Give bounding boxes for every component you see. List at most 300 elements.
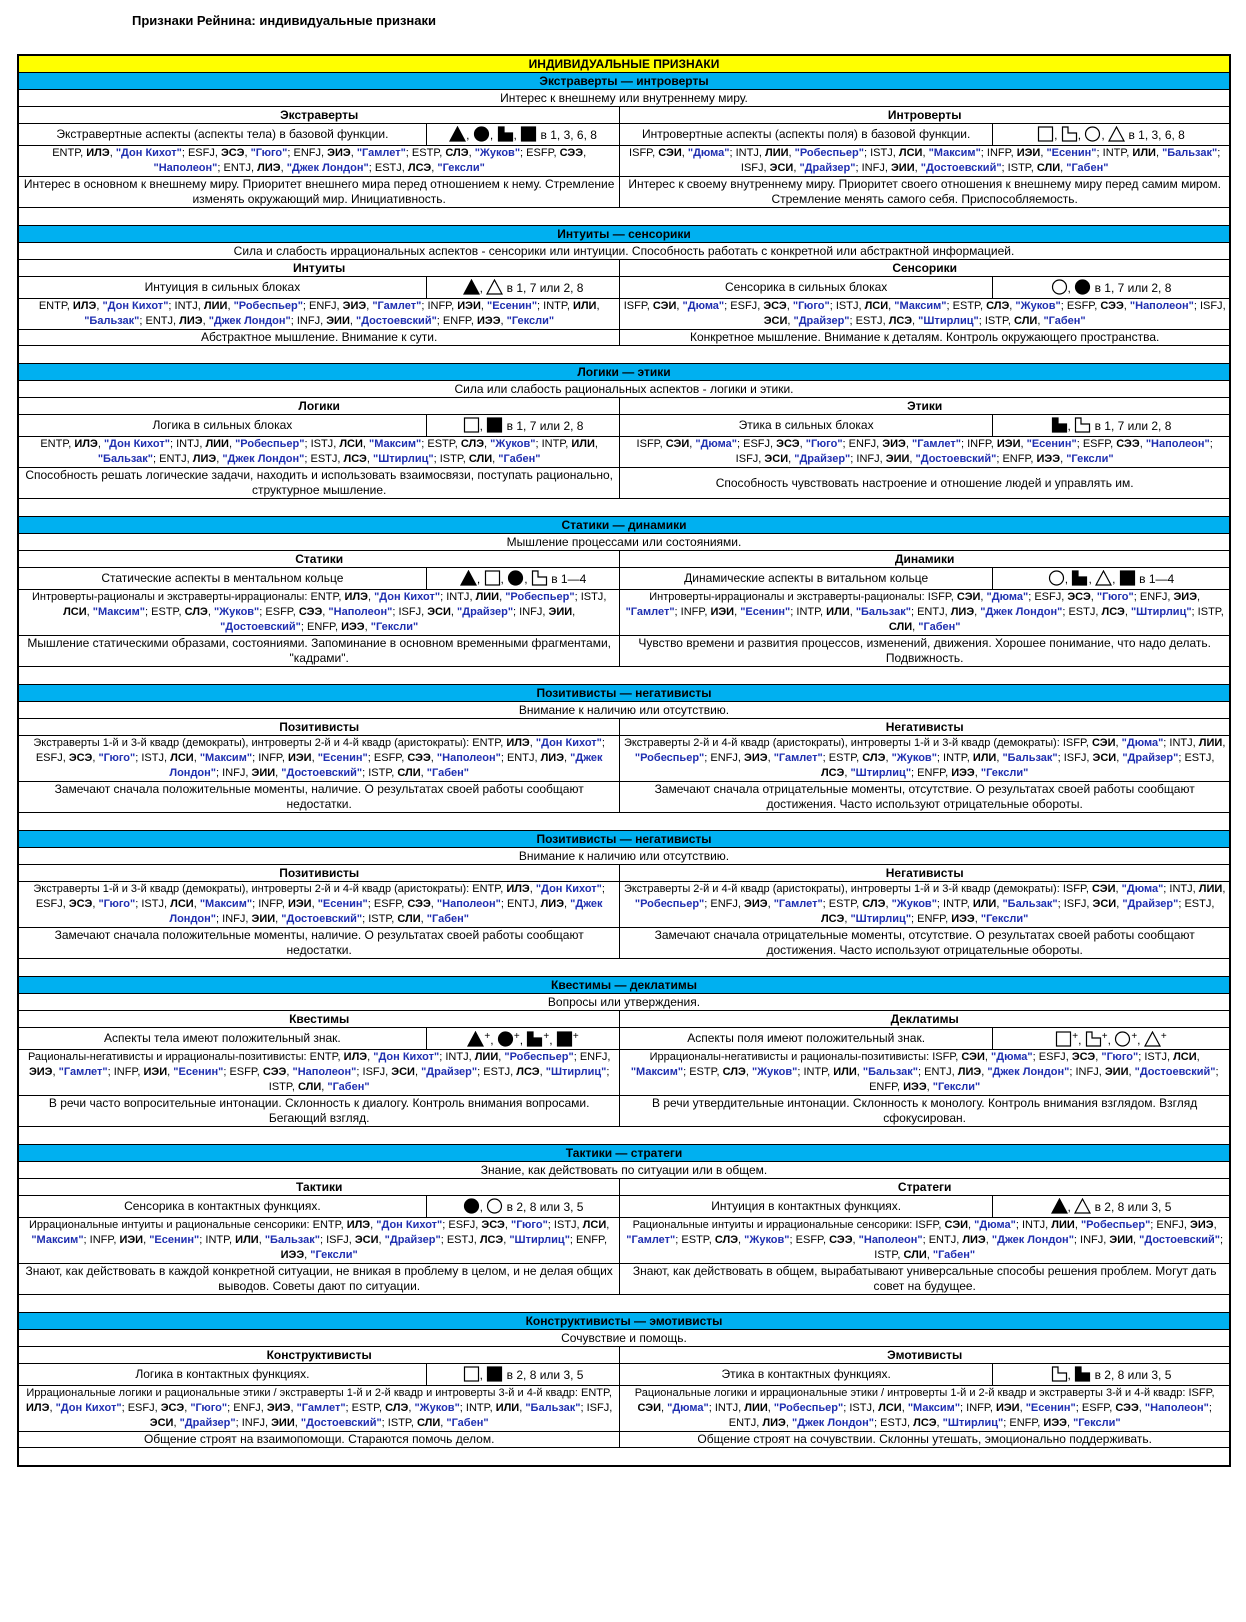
type-nickname: "Наполеон": [1145, 438, 1210, 450]
right-description: Конкретное мышление. Внимание к деталям. Контроль окружающего пространства.: [620, 330, 1230, 346]
type-code: ISFP: [927, 591, 951, 603]
type-nickname: "Джек Лондон": [991, 1234, 1074, 1246]
type-code: ESTP: [681, 1234, 709, 1246]
type-nickname: "Драйзер": [794, 453, 851, 465]
section-title: Позитивисты — негативисты: [19, 685, 1230, 702]
type-code: ESTP: [952, 300, 980, 312]
type-abbr: ЭИИ: [1109, 1234, 1134, 1246]
type-abbr: ЛИИ: [205, 438, 229, 450]
type-abbr: ЭИЭ: [1190, 1219, 1214, 1231]
type-abbr: ЭИЭ: [1173, 591, 1198, 603]
type-nickname: "Гюго": [510, 1219, 548, 1231]
type-nickname: "Гюго": [190, 1402, 228, 1414]
type-abbr: СЭЭ: [298, 606, 323, 618]
type-abbr: СЭИ: [1092, 883, 1116, 895]
left-aspect-symbols: , в 2, 8 или 3, 5: [426, 1196, 620, 1218]
type-abbr: СЭИ: [652, 300, 677, 312]
type-code: INTJ: [446, 591, 470, 603]
type-abbr: ЭСИ: [1092, 898, 1117, 910]
right-description: Знают, как действовать в общем, вырабатывают универсальные способы решения проблем. Могут дать совет на будущее.: [620, 1264, 1230, 1295]
type-nickname: "Наполеон": [858, 1234, 923, 1246]
type-nickname: "Достоевский": [355, 315, 437, 327]
type-code: ISFJ: [362, 1066, 386, 1078]
type-code: INFJ: [1075, 1066, 1099, 1078]
type-code: INTP: [541, 438, 566, 450]
section-title: Интуиты — сенсорики: [19, 226, 1230, 243]
type-code: INFJ: [1080, 1234, 1104, 1246]
type-nickname: "Дюма": [991, 1051, 1033, 1063]
type-abbr: ЭИЭ: [266, 1402, 291, 1414]
left-aspect-symbols: , , , в 1—4: [426, 568, 620, 590]
type-code: ISFP: [932, 1051, 956, 1063]
right-feature: Сенсорика в сильных блоках: [620, 277, 993, 299]
type-nickname: "Драйзер": [799, 162, 856, 174]
section-spacer: [19, 1295, 1230, 1313]
type-abbr: ЭИЭ: [342, 300, 367, 312]
type-code: INTP: [1102, 147, 1127, 159]
type-code: ISFJ: [398, 606, 422, 618]
section-subtitle: Внимание к наличию или отсутствию.: [19, 702, 1230, 719]
type-abbr: ЛИИ: [1198, 737, 1223, 749]
type-list-prefix: Интроверты-рационалы и экстраверты-иррационалы:: [31, 591, 308, 603]
type-nickname: "Гексли": [932, 1081, 981, 1093]
type-abbr: СЭЭ: [559, 147, 584, 159]
function-positions: в 1—4: [551, 572, 587, 586]
type-code: ISFP: [1188, 1387, 1212, 1399]
right-feature: Этика в сильных блоках: [620, 415, 993, 437]
type-code: ISFP: [623, 300, 647, 312]
type-code: ENFP: [576, 1234, 604, 1246]
left-type-list: Интроверты-рационалы и экстраверты-иррационалы: ENTP, ИЛЭ, "Дон Кихот"; INTJ, ЛИИ, "Робеспьер"; ISTJ, ЛСИ, "Максим"; ESTP, СЛЭ, "Жуков"; ESFP, СЭЭ, "Наполеон"; ISFJ, ЭСИ, "Драйзер"; INFJ, ЭИИ, "Достоевский"; ENFP, ИЭЭ, "Гексли": [19, 590, 620, 636]
type-abbr: ЛИЭ: [179, 315, 203, 327]
type-code: ESFP: [795, 1234, 823, 1246]
type-nickname: "Джек Лондон": [169, 752, 603, 779]
step-black-icon: [526, 1031, 543, 1047]
left-aspect-symbols: , , , в 1, 3, 6, 8: [426, 124, 620, 146]
type-abbr: ИЛИ: [571, 438, 595, 450]
step-white-icon: [1085, 1031, 1102, 1047]
type-nickname: "Максим": [630, 1066, 684, 1078]
section-title: Квестимы — деклатимы: [19, 977, 1230, 994]
section-spacer: [19, 1127, 1230, 1145]
type-abbr: ИЛИ: [972, 752, 997, 764]
type-code: ENFJ: [1156, 1219, 1184, 1231]
circle-white-icon: [1084, 126, 1101, 142]
square-white-icon: [1037, 126, 1054, 142]
type-list-prefix: Экстраверты 2-й и 4-й квадр (аристократы), интроверты 1-й и 3-й квадр (демократы):: [623, 737, 1060, 749]
function-positions: в 2, 8 или 3, 5: [506, 1200, 584, 1214]
type-nickname: "Гамлет": [773, 752, 823, 764]
type-code: ISTP: [387, 1417, 411, 1429]
type-code: ENFJ: [848, 438, 877, 450]
right-aspect-symbols: , , , в 1, 3, 6, 8: [992, 124, 1229, 146]
type-nickname: "Гексли": [980, 767, 1029, 779]
type-nickname: "Бальзак": [1002, 898, 1058, 910]
type-abbr: ИЭИ: [1016, 147, 1041, 159]
type-code: ESFP: [1082, 438, 1111, 450]
type-abbr: ЛИИ: [1198, 883, 1223, 895]
type-nickname: "Гюго": [1101, 1051, 1139, 1063]
type-code: ISTP: [984, 315, 1008, 327]
type-code: ENTP: [310, 591, 339, 603]
type-code: ESTP: [689, 1066, 717, 1078]
type-abbr: ЛСИ: [170, 752, 194, 764]
type-list-prefix: Рациональные логики и иррациональные этики / интроверты 1-й и 2-й квадр и экстраверты 3-й и 4-й квадр:: [634, 1387, 1186, 1399]
type-abbr: СЛЭ: [986, 300, 1010, 312]
type-nickname: "Максим": [92, 606, 146, 618]
type-code: INFP: [89, 1234, 114, 1246]
type-code: ESTJ: [855, 315, 883, 327]
left-feature: Логика в контактных функциях.: [19, 1364, 427, 1386]
type-abbr: ЛИЭ: [540, 898, 565, 910]
plus-sign: +: [513, 1031, 520, 1042]
type-abbr: ЭСИ: [764, 453, 789, 465]
type-abbr: СЛЭ: [385, 1402, 409, 1414]
type-nickname: "Гюго": [805, 438, 843, 450]
type-code: ESTJ: [446, 1234, 474, 1246]
type-code: ESFJ: [1038, 1051, 1066, 1063]
type-abbr: СЛИ: [416, 1417, 441, 1429]
type-nickname: "Джек Лондон": [169, 898, 603, 925]
triangle-white-icon: [1095, 570, 1112, 586]
type-nickname: "Робеспьер": [1080, 1219, 1151, 1231]
left-group-name: Тактики: [19, 1179, 620, 1196]
type-nickname: "Жуков": [891, 898, 937, 910]
type-abbr: ИЛЭ: [506, 737, 530, 749]
type-nickname: "Джек Лондон": [286, 162, 369, 174]
type-code: ISFP: [915, 1219, 939, 1231]
type-nickname: "Гамлет": [372, 300, 422, 312]
type-abbr: ЭСИ: [769, 162, 794, 174]
type-nickname: "Достоевский": [1134, 1066, 1216, 1078]
section-title: Статики — динамики: [19, 517, 1230, 534]
type-code: ESFP: [1081, 1402, 1110, 1414]
type-code: ENTJ: [928, 1234, 957, 1246]
type-nickname: "Гюго": [1096, 591, 1134, 603]
right-type-list: Иррационалы-негативисты и рационалы-позитивисты: ISFP, СЭИ, "Дюма"; ESFJ, ЭСЭ, "Гюго"; ISTJ, ЛСИ, "Максим"; ESTP, СЛЭ, "Жуков"; INTP, ИЛИ, "Бальзак"; ENTJ, ЛИЭ, "Джек Лондон"; INFJ, ЭИИ, "Достоевский"; ENFP, ИЭЭ, "Гексли": [620, 1050, 1230, 1096]
right-group-name: Динамики: [620, 551, 1230, 568]
left-description: Мышление статическими образами, состояниями. Запоминание в основном временными фрагментами, "кадрами".: [19, 636, 620, 667]
type-list-prefix: Иррациональные логики и рациональные этики / экстраверты 1-й и 2-й квадр и интроверты 3-й и 4-й квадр:: [26, 1387, 578, 1399]
type-abbr: ИЭИ: [287, 752, 312, 764]
type-code: ESTP: [411, 147, 440, 159]
type-abbr: ИЭИ: [287, 898, 312, 910]
section-subtitle: Мышление процессами или состояниями.: [19, 534, 1230, 551]
type-code: ENFP: [442, 315, 471, 327]
type-code: INTP: [543, 300, 567, 312]
section-subtitle: Сила и слабость иррациональных аспектов - сенсорики или интуиции. Способность работать с конкретной или абстрактной информацией.: [19, 243, 1230, 260]
type-code: ESTJ: [1184, 752, 1212, 764]
left-type-list: Рационалы-негативисты и иррационалы-позитивисты: ENTP, ИЛЭ, "Дон Кихот"; INTJ, ЛИИ, "Робеспьер"; ENFJ, ЭИЭ, "Гамлет"; INFP, ИЭИ, "Есенин"; ESFP, СЭЭ, "Наполеон"; ISFJ, ЭСИ, "Драйзер"; ESTJ, ЛСЭ, "Штирлиц"; ISTP, СЛИ, "Габен": [19, 1050, 620, 1096]
type-abbr: ИЛИ: [826, 606, 850, 618]
function-positions: в 2, 8 или 3, 5: [1094, 1200, 1172, 1214]
right-description: Замечают сначала отрицательные моменты, отсутствие. О результатах своей работы сообщают достижения. Часто используют отрицательные обороты.: [620, 782, 1230, 813]
type-nickname: "Гексли": [370, 621, 419, 633]
left-group-name: Логики: [19, 398, 620, 415]
type-abbr: СЛЭ: [862, 752, 886, 764]
type-code: ISTJ: [553, 1219, 577, 1231]
type-abbr: ИЛЭ: [346, 1219, 371, 1231]
section-title: Тактики — стратеги: [19, 1145, 1230, 1162]
triangle-black-icon: [460, 570, 477, 586]
type-nickname: "Максим": [928, 147, 981, 159]
function-positions: в 1, 7 или 2, 8: [1094, 281, 1172, 295]
type-list-prefix: Иррациональные интуиты и рациональные сенсорики:: [29, 1219, 310, 1231]
type-abbr: ЛИИ: [744, 1402, 768, 1414]
plus-sign: +: [1101, 1031, 1108, 1042]
type-code: ENTJ: [223, 162, 252, 174]
left-group-name: Конструктивисты: [19, 1347, 620, 1364]
left-type-list: Экстраверты 1-й и 3-й квадр (демократы), интроверты 2-й и 4-й квадр (аристократы): ENTP, ИЛЭ, "Дон Кихот"; ESFJ, ЭСЭ, "Гюго"; ISTJ, ЛСИ, "Максим"; INFP, ИЭИ, "Есенин"; ESFP, СЭЭ, "Наполеон"; ENTJ, ЛИЭ, "Джек Лондон"; INFJ, ЭИИ, "Достоевский"; ISTP, СЛИ, "Габен": [19, 882, 620, 928]
type-code: ESFJ: [1034, 591, 1062, 603]
left-description: Абстрактное мышление. Внимание к сути.: [19, 330, 620, 346]
type-abbr: ИЭЭ: [280, 1249, 305, 1261]
left-group-name: Статики: [19, 551, 620, 568]
type-nickname: "Наполеон": [328, 606, 393, 618]
type-nickname: "Есенин": [1026, 438, 1077, 450]
section-header: [19, 517, 1230, 534]
section-subtitle: Интерес к внешнему или внутреннему миру.: [19, 90, 1230, 107]
type-code: ISFJ: [1063, 752, 1087, 764]
type-nickname: "Дюма": [986, 591, 1029, 603]
type-nickname: "Гексли": [310, 1249, 358, 1261]
type-abbr: ЭСЭ: [160, 1402, 185, 1414]
type-nickname: "Максим": [31, 1234, 84, 1246]
square-white-icon: [463, 417, 480, 433]
type-code: INFP: [986, 147, 1011, 159]
right-aspect-symbols: +, +, +, +: [992, 1028, 1229, 1050]
type-abbr: СЭИ: [944, 1219, 969, 1231]
step-black-icon: [1051, 417, 1068, 433]
circle-black-icon: [463, 1198, 480, 1214]
function-positions: в 1, 3, 6, 8: [540, 128, 597, 142]
left-type-list: ENTP, ИЛЭ, "Дон Кихот"; INTJ, ЛИИ, "Робеспьер"; ISTJ, ЛСИ, "Максим"; ESTP, СЛЭ, "Жуков"; INTP, ИЛИ, "Бальзак"; ENTJ, ЛИЭ, "Джек Лондон"; ESTJ, ЛСЭ, "Штирлиц"; ISTP, СЛИ, "Габен": [19, 437, 620, 468]
right-group-name: Негативисты: [620, 719, 1230, 736]
section-header: [19, 226, 1230, 243]
type-code: ENTP: [581, 1387, 609, 1399]
type-list-prefix: Экстраверты 1-й и 3-й квадр (демократы), интроверты 2-й и 4-й квадр (аристократы):: [33, 737, 470, 749]
type-nickname: "Габен": [918, 621, 961, 633]
type-abbr: СЛЭ: [862, 898, 886, 910]
type-code: ESFJ: [35, 898, 63, 910]
type-code: INFJ: [296, 315, 321, 327]
plus-sign: +: [1160, 1031, 1167, 1042]
type-abbr: СЛИ: [297, 1081, 322, 1093]
type-abbr: СЛИ: [1036, 162, 1061, 174]
right-aspect-symbols: , в 2, 8 или 3, 5: [992, 1364, 1229, 1386]
type-code: ISFJ: [1199, 300, 1223, 312]
right-type-list: ISFP, СЭИ, "Дюма"; ESFJ, ЭСЭ, "Гюго"; ISTJ, ЛСИ, "Максим"; ESTP, СЛЭ, "Жуков"; ESFP, СЭЭ, "Наполеон"; ISFJ, ЭСИ, "Драйзер"; ESTJ, ЛСЭ, "Штирлиц"; ISTP, СЛИ, "Габен": [620, 299, 1230, 330]
type-nickname: "Наполеон": [436, 752, 501, 764]
type-abbr: ЭСЭ: [1071, 1051, 1096, 1063]
triangle-black-icon: [467, 1031, 484, 1047]
type-code: ENTJ: [159, 453, 187, 465]
right-description: Замечают сначала отрицательные моменты, отсутствие. О результатах своей работы сообщают достижения. Часто используют отрицательные обороты.: [620, 928, 1230, 959]
type-abbr: ЭСИ: [354, 1234, 379, 1246]
type-nickname: "Штирлиц": [509, 1234, 570, 1246]
step-white-icon: [1051, 1366, 1068, 1382]
type-abbr: СЭЭ: [407, 752, 431, 764]
type-code: INTJ: [445, 1051, 469, 1063]
type-code: ISTP: [1007, 162, 1031, 174]
type-abbr: ЭИИ: [251, 767, 276, 779]
plus-sign: +: [543, 1031, 550, 1042]
type-nickname: "Робеспьер": [634, 752, 705, 764]
type-code: INFP: [680, 606, 705, 618]
type-code: ISTP: [874, 1249, 898, 1261]
type-nickname: "Гексли": [1073, 1417, 1121, 1429]
type-code: ISFP: [1062, 883, 1086, 895]
step-black-icon: [1074, 1366, 1091, 1382]
type-code: INTP: [796, 606, 821, 618]
type-abbr: ЛСЭ: [888, 315, 913, 327]
type-code: ISTP: [368, 913, 392, 925]
type-abbr: ЭИИ: [885, 453, 910, 465]
type-list-prefix: Рационалы-негативисты и иррационалы-позитивисты:: [27, 1051, 307, 1063]
type-nickname: "Габен": [327, 1081, 370, 1093]
type-nickname: "Джек Лондон": [987, 1066, 1070, 1078]
step-white-icon: [1074, 417, 1091, 433]
type-abbr: ЭИЭ: [882, 438, 906, 450]
type-nickname: "Жуков": [891, 752, 937, 764]
type-abbr: ЭИЭ: [28, 1066, 53, 1078]
type-abbr: ЛСЭ: [820, 767, 845, 779]
type-nickname: "Гюго": [98, 898, 136, 910]
type-abbr: СЭИ: [1092, 737, 1116, 749]
right-aspect-symbols: , , , в 1—4: [992, 568, 1229, 590]
type-code: ISFP: [1062, 737, 1086, 749]
type-code: INTJ: [1169, 737, 1193, 749]
type-abbr: ЛСИ: [339, 438, 363, 450]
right-description: В речи утвердительные интонации. Склонность к монологу. Контроль внимания взглядом. Взгляд сфокусирован.: [620, 1096, 1230, 1127]
type-abbr: ЭСЭ: [1067, 591, 1091, 603]
type-abbr: ЛСЭ: [479, 1234, 504, 1246]
type-abbr: ИЭИ: [143, 1066, 168, 1078]
right-group-name: Этики: [620, 398, 1230, 415]
left-group-name: Интуиты: [19, 260, 620, 277]
type-abbr: ЭИИ: [271, 1417, 295, 1429]
type-nickname: "Гамлет": [626, 1234, 676, 1246]
type-nickname: "Джек Лондон": [980, 606, 1063, 618]
type-nickname: "Штирлиц": [1130, 606, 1192, 618]
type-list-prefix: Экстраверты 1-й и 3-й квадр (демократы), интроверты 2-й и 4-й квадр (аристократы):: [33, 883, 470, 895]
left-feature: Интуиция в сильных блоках: [19, 277, 427, 299]
type-abbr: ИЛЭ: [74, 438, 98, 450]
type-abbr: ЛСИ: [582, 1219, 607, 1231]
left-aspect-symbols: , в 1, 7 или 2, 8: [426, 415, 620, 437]
right-type-list: Рациональные интуиты и иррациональные сенсорики: ISFP, СЭИ, "Дюма"; INTJ, ЛИИ, "Робеспьер"; ENFJ, ЭИЭ, "Гамлет"; ESTP, СЛЭ, "Жуков"; ESFP, СЭЭ, "Наполеон"; ENTJ, ЛИЭ, "Джек Лондон"; INFJ, ЭИИ, "Достоевский"; ISTP, СЛИ, "Габен": [620, 1218, 1230, 1264]
type-nickname: "Дон Кихот": [376, 1219, 443, 1231]
type-list-prefix: Рациональные интуиты и иррациональные сенсорики:: [632, 1219, 913, 1231]
type-nickname: "Дон Кихот": [115, 147, 182, 159]
type-abbr: ИЭИ: [996, 438, 1021, 450]
type-nickname: "Бальзак": [855, 606, 911, 618]
type-nickname: "Наполеон": [153, 162, 218, 174]
type-abbr: ЛИИ: [474, 1051, 499, 1063]
type-nickname: "Бальзак": [1162, 147, 1218, 159]
type-code: INTJ: [176, 438, 200, 450]
type-code: INFJ: [856, 453, 880, 465]
type-code: INFP: [966, 1402, 990, 1414]
right-group-name: Сенсорики: [620, 260, 1230, 277]
type-abbr: ИЛИ: [1132, 147, 1156, 159]
type-code: ISTJ: [141, 752, 164, 764]
type-abbr: ЛИЭ: [540, 752, 565, 764]
type-abbr: ЛСЭ: [1101, 606, 1125, 618]
left-group-name: Экстраверты: [19, 107, 620, 124]
type-abbr: ИЭЭ: [1043, 1417, 1067, 1429]
type-code: ISTP: [368, 767, 392, 779]
type-code: ISTJ: [1144, 1051, 1167, 1063]
section-subtitle: Внимание к наличию или отсутствию.: [19, 848, 1230, 865]
type-nickname: "Штирлиц": [545, 1066, 607, 1078]
type-nickname: "Достоевский": [281, 767, 363, 779]
type-abbr: ИЭИ: [995, 1402, 1020, 1414]
type-nickname: "Робеспьер": [504, 1051, 574, 1063]
section-spacer: [19, 959, 1230, 977]
type-abbr: СЛЭ: [714, 1234, 739, 1246]
type-abbr: ЛСЭ: [516, 1066, 540, 1078]
type-code: ISFJ: [1063, 898, 1087, 910]
type-nickname: "Жуков": [751, 1066, 798, 1078]
type-abbr: ЛСИ: [864, 300, 889, 312]
type-nickname: "Драйзер": [421, 1066, 478, 1078]
circle-black-icon: [1074, 279, 1091, 295]
type-code: ENTP: [38, 300, 67, 312]
triangle-white-icon: [1108, 126, 1125, 142]
type-code: ENTJ: [145, 315, 173, 327]
type-code: ESTP: [151, 606, 179, 618]
type-code: ENFJ: [1139, 591, 1168, 603]
type-abbr: СЭИ: [637, 1402, 661, 1414]
type-abbr: ИЛЭ: [343, 1051, 368, 1063]
type-abbr: ЛИИ: [475, 591, 500, 603]
left-aspect-symbols: +, +, +, +: [426, 1028, 620, 1050]
type-abbr: СЛЭ: [722, 1066, 746, 1078]
section-header: [19, 977, 1230, 994]
type-nickname: "Есенин": [486, 300, 538, 312]
type-nickname: "Дон Кихот": [102, 300, 169, 312]
type-nickname: "Достоевский": [281, 913, 363, 925]
left-feature: Аспекты тела имеют положительный знак.: [19, 1028, 427, 1050]
type-abbr: СЛИ: [397, 767, 421, 779]
type-abbr: СЭИ: [956, 591, 981, 603]
triangle-white-icon: [486, 279, 503, 295]
type-nickname: "Драйзер": [457, 606, 514, 618]
type-abbr: ИЛИ: [495, 1402, 520, 1414]
type-nickname: "Габен": [426, 913, 469, 925]
step-black-icon: [1071, 570, 1088, 586]
type-code: ESFJ: [127, 1402, 155, 1414]
type-nickname: "Есенин": [149, 1234, 200, 1246]
type-abbr: ИЛЭ: [344, 591, 368, 603]
type-code: ENFP: [307, 621, 335, 633]
type-abbr: ЛИЭ: [192, 453, 217, 465]
function-positions: в 2, 8 или 3, 5: [506, 1368, 584, 1382]
type-code: ESTJ: [880, 1417, 908, 1429]
left-description: Знают, как действовать в каждой конкретной ситуации, не вникая в проблему в целом, и не делая общих выводов. Советы дают по ситуации.: [19, 1264, 620, 1295]
right-aspect-symbols: , в 1, 7 или 2, 8: [992, 277, 1229, 299]
traits-table-frame: [17, 54, 1231, 1467]
plus-sign: +: [1072, 1031, 1079, 1042]
left-type-list: Экстраверты 1-й и 3-й квадр (демократы), интроверты 2-й и 4-й квадр (аристократы): ENTP, ИЛЭ, "Дон Кихот"; ESFJ, ЭСЭ, "Гюго"; ISTJ, ЛСИ, "Максим"; INFP, ИЭИ, "Есенин"; ESFP, СЭЭ, "Наполеон"; ENTJ, ЛИЭ, "Джек Лондон"; INFJ, ЭИИ, "Достоевский"; ISTP, СЛИ, "Габен": [19, 736, 620, 782]
type-abbr: ЭСИ: [391, 1066, 415, 1078]
type-abbr: ЭИИ: [548, 606, 573, 618]
type-nickname: "Габен": [1043, 315, 1086, 327]
type-code: ESFP: [265, 606, 293, 618]
type-abbr: ЛИИ: [1051, 1219, 1075, 1231]
type-abbr: ЭИЭ: [744, 752, 768, 764]
